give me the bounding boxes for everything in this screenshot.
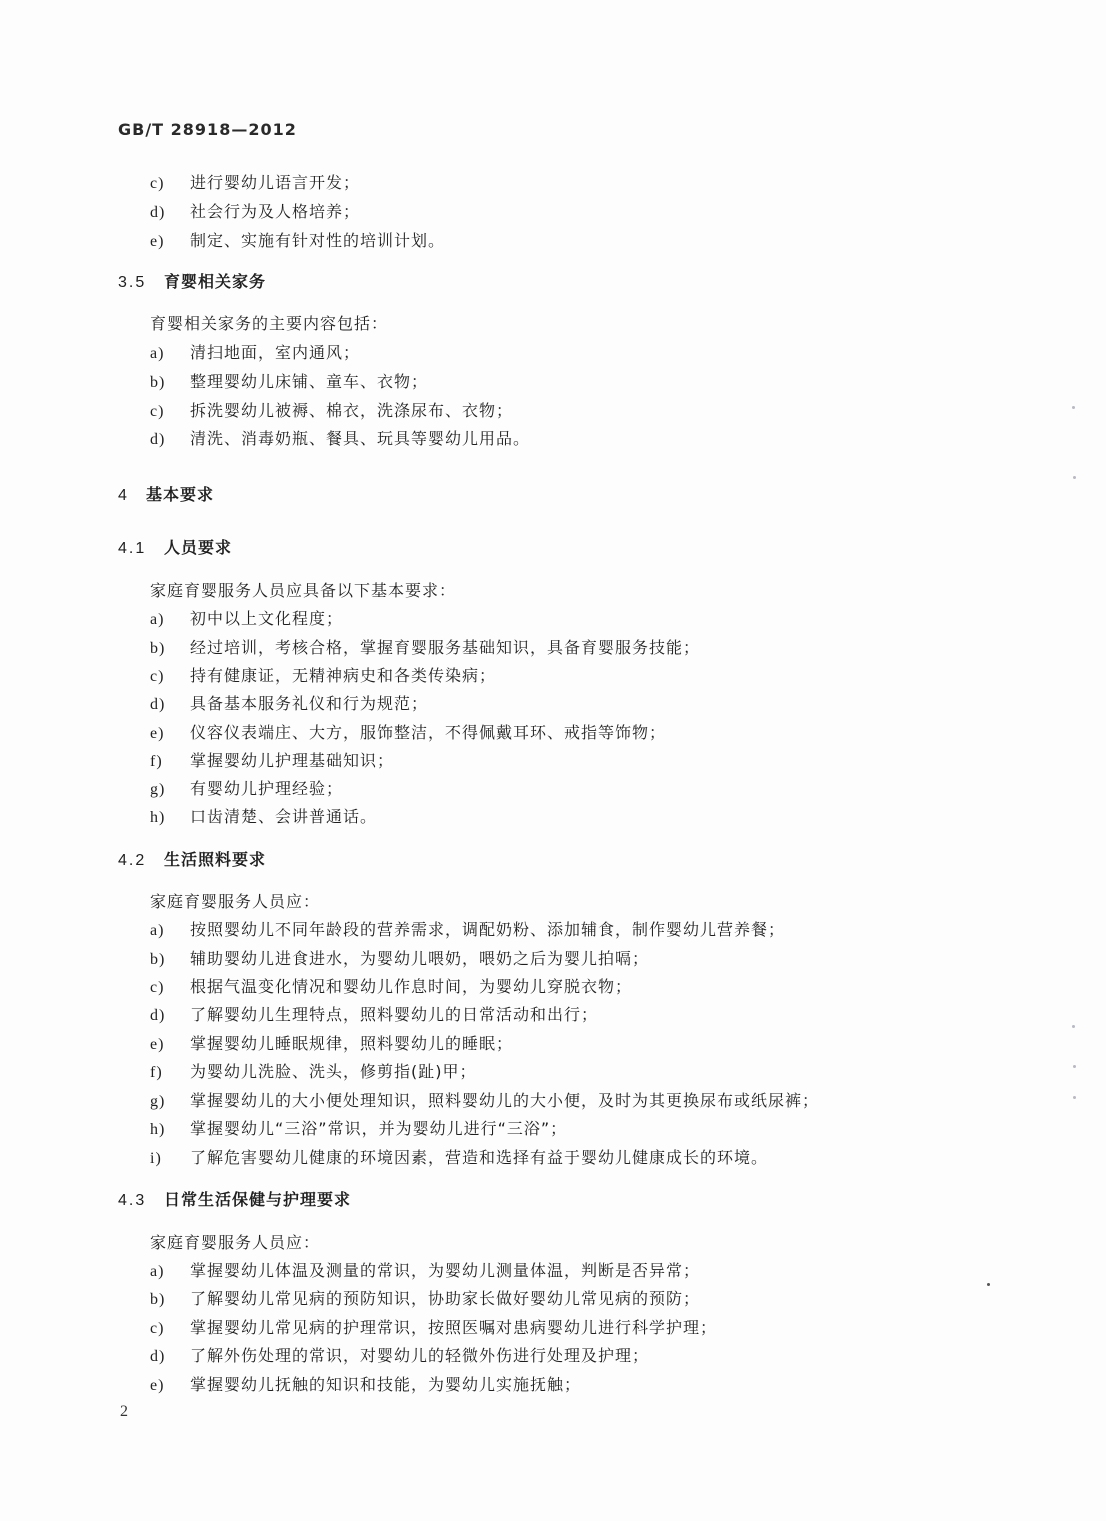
item-marker: e)	[150, 1036, 165, 1053]
list-item	[150, 1345, 649, 1368]
list-item	[150, 1260, 700, 1283]
list-item	[150, 371, 428, 394]
list-item	[150, 1033, 513, 1056]
list-item	[150, 201, 360, 224]
item-marker: c)	[150, 1320, 165, 1337]
item-text: 按照婴幼儿不同年龄段的营养需求，调配奶粉、添加辅食，制作婴幼儿营养餐；	[190, 920, 786, 939]
section-number: 4	[118, 487, 129, 504]
list-item	[150, 722, 666, 745]
item-marker: e)	[150, 1377, 165, 1394]
scan-speck	[987, 1283, 990, 1286]
list-item	[150, 1374, 581, 1397]
item-text: 了解危害婴幼儿健康的环境因素，营造和选择有益于婴幼儿健康成长的环境。	[190, 1148, 769, 1167]
item-text: 制定、实施有针对性的培训计划。	[190, 231, 446, 250]
section-intro: 家庭育婴服务人员应具备以下基本要求：	[150, 581, 457, 600]
section-title: 日常生活保健与护理要求	[164, 1190, 352, 1209]
item-marker: h)	[150, 809, 166, 826]
item-marker: h)	[150, 1121, 166, 1138]
list-item	[150, 693, 428, 716]
item-text: 了解婴幼儿常见病的预防知识，协助家长做好婴幼儿常见病的预防；	[190, 1289, 701, 1308]
list-item	[150, 665, 496, 688]
list-item	[150, 1090, 819, 1113]
list-item	[150, 1061, 477, 1084]
section-intro: 家庭育婴服务人员应：	[150, 892, 321, 911]
item-text: 经过培训，考核合格，掌握育婴服务基础知识，具备育婴服务技能；	[190, 638, 701, 657]
item-marker: b)	[150, 951, 166, 968]
list-item	[150, 172, 360, 195]
section-heading-3-5	[118, 271, 266, 294]
page-number: 2	[120, 1403, 128, 1420]
item-text: 拆洗婴幼儿被褥、棉衣，洗涤尿布、衣物；	[190, 401, 514, 420]
section-number: 4.1	[118, 540, 147, 557]
item-marker: c)	[150, 175, 165, 192]
item-text: 仪容仪表端庄、大方，服饰整洁，不得佩戴耳环、戒指等饰物；	[190, 723, 667, 742]
list-item	[150, 976, 632, 999]
item-text: 了解婴幼儿生理特点，照料婴幼儿的日常活动和出行；	[190, 1005, 599, 1024]
list-item	[150, 608, 343, 631]
item-text: 进行婴幼儿语言开发；	[190, 173, 361, 192]
list-item	[150, 919, 785, 942]
section-heading-4	[118, 484, 214, 507]
list-item	[150, 637, 700, 660]
list-item	[150, 230, 445, 253]
item-text: 清洗、消毒奶瓶、餐具、玩具等婴幼儿用品。	[190, 429, 531, 448]
item-text: 整理婴幼儿床铺、童车、衣物；	[190, 372, 429, 391]
section-title: 基本要求	[146, 485, 215, 504]
item-text: 掌握婴幼儿护理基础知识；	[190, 751, 395, 770]
item-text: 为婴幼儿洗脸、洗头，修剪指(趾)甲；	[190, 1062, 477, 1081]
item-marker: a)	[150, 611, 165, 628]
section-number: 4.2	[118, 852, 147, 869]
item-marker: a)	[150, 922, 165, 939]
section-number: 3.5	[118, 274, 147, 291]
item-text: 掌握婴幼儿睡眠规律，照料婴幼儿的睡眠；	[190, 1034, 514, 1053]
item-marker: f)	[150, 753, 163, 770]
item-marker: e)	[150, 725, 165, 742]
item-text: 掌握婴幼儿常见病的护理常识，按照医嘱对患病婴幼儿进行科学护理；	[190, 1318, 718, 1337]
section-title: 育婴相关家务	[164, 272, 267, 291]
list-item	[150, 428, 530, 451]
item-marker: c)	[150, 668, 165, 685]
list-item	[150, 778, 343, 801]
item-text: 社会行为及人格培养；	[190, 202, 361, 221]
list-item	[150, 400, 513, 423]
list-item	[150, 1288, 700, 1311]
item-marker: a)	[150, 345, 165, 362]
item-marker: b)	[150, 374, 166, 391]
item-marker: g)	[150, 1093, 166, 1110]
item-marker: d)	[150, 204, 166, 221]
list-item	[150, 1317, 717, 1340]
item-text: 根据气温变化情况和婴幼儿作息时间，为婴幼儿穿脱衣物；	[190, 977, 633, 996]
section-number: 4.3	[118, 1192, 147, 1209]
section-heading-4-3	[118, 1189, 351, 1212]
section-heading-4-2	[118, 849, 266, 872]
scan-speck	[1073, 476, 1076, 479]
item-text: 有婴幼儿护理经验；	[190, 779, 344, 798]
list-item	[150, 948, 649, 971]
section-intro: 育婴相关家务的主要内容包括：	[150, 314, 389, 333]
item-marker: g)	[150, 781, 166, 798]
item-marker: d)	[150, 431, 166, 448]
item-marker: f)	[150, 1064, 163, 1081]
item-text: 掌握婴幼儿体温及测量的常识，为婴幼儿测量体温，判断是否异常；	[190, 1261, 701, 1280]
item-text: 清扫地面，室内通风；	[190, 343, 361, 362]
item-text: 掌握婴幼儿的大小便处理知识，照料婴幼儿的大小便，及时为其更换尿布或纸尿裤；	[190, 1091, 820, 1110]
scan-speck	[1073, 1096, 1076, 1099]
item-text: 掌握婴幼儿抚触的知识和技能，为婴幼儿实施抚触；	[190, 1375, 582, 1394]
section-title: 生活照料要求	[164, 850, 267, 869]
list-item	[150, 1118, 567, 1141]
section-title: 人员要求	[164, 538, 233, 557]
item-text: 口齿清楚、会讲普通话。	[190, 807, 378, 826]
scan-speck	[1072, 406, 1075, 409]
item-marker: b)	[150, 640, 166, 657]
item-marker: d)	[150, 1348, 166, 1365]
item-text: 初中以上文化程度；	[190, 609, 344, 628]
item-text: 掌握婴幼儿“三浴”常识，并为婴幼儿进行“三浴”；	[190, 1119, 568, 1138]
item-text: 持有健康证，无精神病史和各类传染病；	[190, 666, 497, 685]
list-item	[150, 806, 377, 829]
section-intro: 家庭育婴服务人员应：	[150, 1233, 321, 1252]
item-text: 了解外伤处理的常识，对婴幼儿的轻微外伤进行处理及护理；	[190, 1346, 650, 1365]
item-marker: b)	[150, 1291, 166, 1308]
item-marker: e)	[150, 233, 165, 250]
item-marker: i)	[150, 1150, 162, 1167]
scan-speck	[1072, 1025, 1075, 1028]
item-text: 具备基本服务礼仪和行为规范；	[190, 694, 429, 713]
item-text: 辅助婴幼儿进食进水，为婴幼儿喂奶，喂奶之后为婴儿拍嗝；	[190, 949, 650, 968]
scan-speck	[1073, 1065, 1076, 1068]
list-item	[150, 1147, 768, 1170]
list-item	[150, 342, 360, 365]
item-marker: c)	[150, 979, 165, 996]
item-marker: c)	[150, 403, 165, 420]
item-marker: d)	[150, 696, 166, 713]
standard-code-header: GB/T 28918—2012	[118, 120, 297, 139]
list-item	[150, 750, 394, 773]
section-heading-4-1	[118, 537, 232, 560]
item-marker: d)	[150, 1007, 166, 1024]
list-item	[150, 1004, 598, 1027]
item-marker: a)	[150, 1263, 165, 1280]
